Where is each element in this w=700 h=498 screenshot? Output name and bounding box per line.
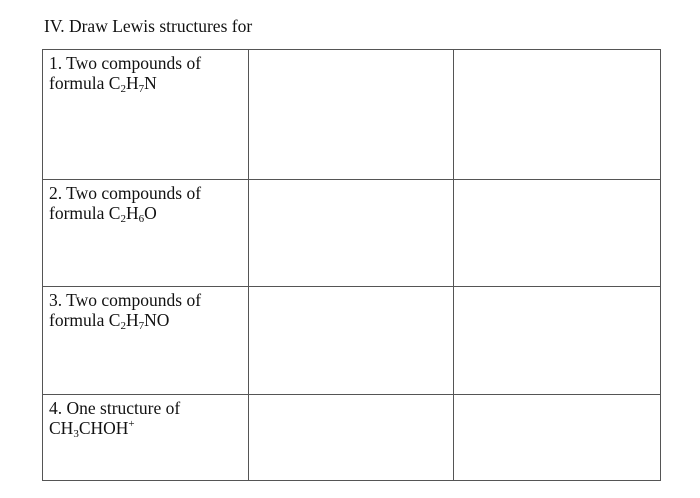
formula-prefix: formula: [49, 310, 109, 330]
prompt-line: 3. Two compounds of: [49, 290, 202, 310]
formula-element: O: [144, 203, 157, 223]
lewis-structure-table: [42, 49, 661, 481]
prompt-cell: [43, 287, 249, 395]
formula-superscript: +: [128, 418, 135, 430]
formula-element: NO: [144, 310, 170, 330]
formula-element: C: [108, 73, 121, 93]
formula-prefix: formula: [49, 73, 109, 93]
prompt-cell: [43, 180, 249, 287]
prompt-line: 2. Two compounds of: [49, 183, 202, 203]
formula-element: H: [125, 310, 139, 330]
formula-subscript: 3: [73, 428, 79, 440]
formula-element: H: [125, 73, 139, 93]
formula-subscript: 7: [138, 320, 145, 332]
prompt-line: 1. Two compounds of: [49, 53, 202, 73]
answer-cell[interactable]: [454, 395, 661, 481]
formula-element: C: [108, 203, 121, 223]
answer-cell[interactable]: [249, 180, 454, 287]
answer-cell[interactable]: [454, 180, 661, 287]
formula-subscript: 2: [120, 213, 126, 225]
worksheet-heading: IV. Draw Lewis structures for: [44, 16, 253, 36]
formula-subscript: 2: [120, 320, 126, 332]
answer-cell[interactable]: [249, 50, 454, 180]
formula-subscript: 2: [120, 83, 126, 95]
answer-cell[interactable]: [249, 287, 454, 395]
table-row: [43, 180, 661, 287]
formula-subscript: 7: [138, 83, 145, 95]
prompt-cell: [43, 395, 249, 481]
prompt-line: 4. One structure of: [49, 398, 181, 418]
formula-element: CH: [49, 418, 74, 438]
answer-cell[interactable]: [454, 287, 661, 395]
table-row: [43, 50, 661, 180]
formula-subscript: 6: [138, 213, 145, 225]
formula-element: CHOH: [78, 418, 129, 438]
formula-line: [49, 418, 242, 438]
formula-element: H: [125, 203, 139, 223]
prompt-cell: [43, 50, 249, 180]
formula-element: C: [108, 310, 121, 330]
formula-line: [49, 203, 242, 223]
formula-element: N: [144, 73, 157, 93]
table-row: [43, 287, 661, 395]
table-row: [43, 395, 661, 481]
formula-line: [49, 73, 242, 93]
formula-line: [49, 310, 242, 330]
answer-cell[interactable]: [454, 50, 661, 180]
formula-prefix: formula: [49, 203, 109, 223]
answer-cell[interactable]: [249, 395, 454, 481]
